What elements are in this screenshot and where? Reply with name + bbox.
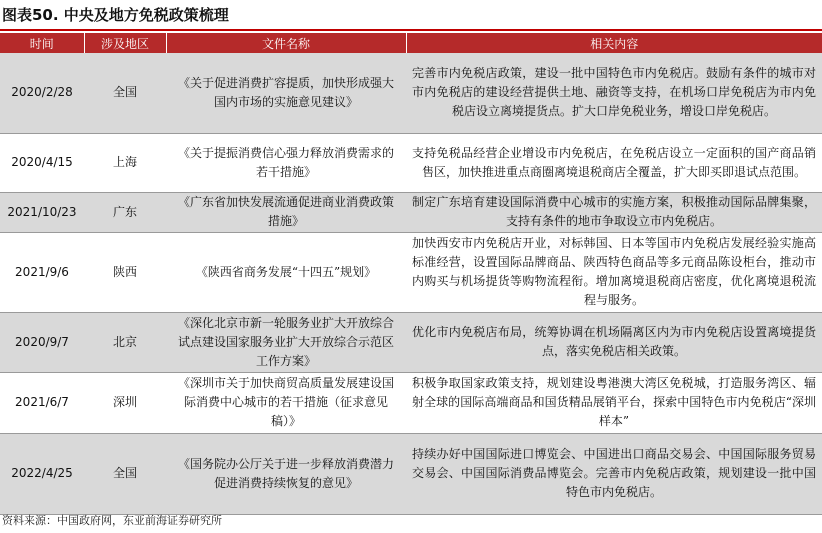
source-note: 资料来源：中国政府网，东亚前海证券研究所 <box>2 514 222 527</box>
cell-document: 《国务院办公厅关于进一步释放消费潜力促进消费持续恢复的意见》 <box>166 433 406 514</box>
cell-content: 完善市内免税店政策，建设一批中国特色市内免税店。鼓励有条件的城市对市内免税店的建设经营提供土地、融资等支持，在机场口岸免税店为市内免税店设立离境提货点。扩大口岸免税业务，增设口岸免税店。 <box>406 53 822 133</box>
cell-time: 2021/6/7 <box>0 372 84 433</box>
table-row <box>0 232 822 312</box>
cell-region: 上海 <box>84 133 166 192</box>
table-row <box>0 433 822 514</box>
cell-document: 《陕西省商务发展“十四五”规划》 <box>166 232 406 312</box>
table-row <box>0 133 822 192</box>
header-document: 文件名称 <box>166 33 406 53</box>
cell-content: 积极争取国家政策支持，规划建设粤港澳大湾区免税城，打造服务湾区、辐射全球的国际高端商品和国货精品展销平台，探索中国特色市内免税店“深圳样本” <box>406 372 822 433</box>
header-region: 涉及地区 <box>84 33 166 53</box>
cell-time: 2020/2/28 <box>0 53 84 133</box>
table-row <box>0 312 822 372</box>
cell-content: 支持免税品经营企业增设市内免税店，在免税店设立一定面积的国产商品销售区，加快推进重点商圈离境退税商店全覆盖，扩大即买即退试点范围。 <box>406 133 822 192</box>
header-row <box>0 33 822 53</box>
cell-region: 全国 <box>84 433 166 514</box>
cell-content: 制定广东培育建设国际消费中心城市的实施方案，积极推动国际品牌集聚，支持有条件的地市争取设立市内免税店。 <box>406 192 822 232</box>
cell-time: 2020/4/15 <box>0 133 84 192</box>
cell-region: 深圳 <box>84 372 166 433</box>
cell-time: 2021/10/23 <box>0 192 84 232</box>
cell-document: 《深化北京市新一轮服务业扩大开放综合试点建设国家服务业扩大开放综合示范区工作方案》 <box>166 312 406 372</box>
cell-region: 北京 <box>84 312 166 372</box>
cell-time: 2021/9/6 <box>0 232 84 312</box>
cell-document: 《关于促进消费扩容提质，加快形成强大国内市场的实施意见建议》 <box>166 53 406 133</box>
header-time: 时间 <box>0 33 84 53</box>
cell-document: 《深圳市关于加快商贸高质量发展建设国际消费中心城市的若干措施（征求意见稿）》 <box>166 372 406 433</box>
table-row <box>0 53 822 133</box>
cell-time: 2022/4/25 <box>0 433 84 514</box>
header-content: 相关内容 <box>406 33 822 53</box>
cell-content: 持续办好中国国际进口博览会、中国进出口商品交易会、中国国际服务贸易交易会、中国国际消费品博览会。完善市内免税店政策，规划建设一批中国特色市内免税店。 <box>406 433 822 514</box>
table-title: 图表50. 中央及地方免税政策梳理 <box>2 6 229 24</box>
table-row <box>0 372 822 433</box>
cell-content: 优化市内免税店布局，统筹协调在机场隔离区内为市内免税店设置离境提货点，落实免税店相关政策。 <box>406 312 822 372</box>
cell-region: 广东 <box>84 192 166 232</box>
title-divider <box>0 29 822 31</box>
table-row <box>0 192 822 232</box>
cell-region: 全国 <box>84 53 166 133</box>
cell-time: 2020/9/7 <box>0 312 84 372</box>
cell-content: 加快西安市内免税店开业，对标韩国、日本等国市内免税店发展经验实施高标准经营，设置国际品牌商品、陕西特色商品等多元商品陈设柜台，推动市内购买与机场提货等购物流程衔。增加离境退税商店密度，优化离境退税流程与服务。 <box>406 232 822 312</box>
cell-document: 《关于提振消费信心强力释放消费需求的若干措施》 <box>166 133 406 192</box>
cell-region: 陕西 <box>84 232 166 312</box>
cell-document: 《广东省加快发展流通促进商业消费政策措施》 <box>166 192 406 232</box>
policy-table <box>0 33 822 515</box>
